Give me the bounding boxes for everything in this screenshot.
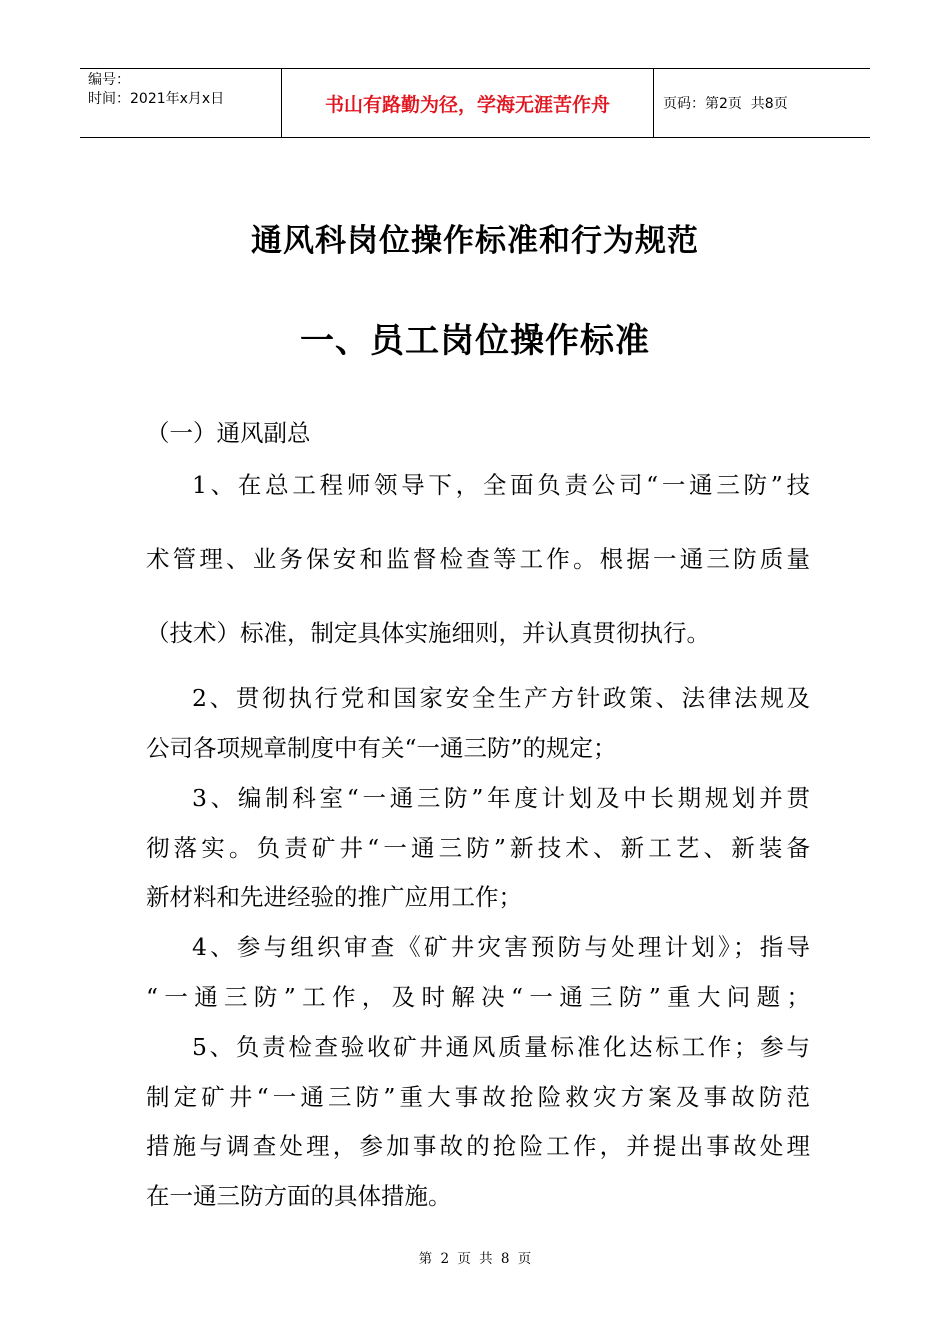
subsection-heading: （一）通风副总 [146, 419, 311, 447]
section-title: 一、员工岗位操作标准 [300, 321, 650, 361]
paragraph-line: 2、贯彻执行党和国家安全生产方针政策、法律法规及 [192, 684, 810, 712]
paragraph-line: 在一通三防方面的具体措施。 [146, 1182, 452, 1210]
paragraph-line: 1、在总工程师领导下，全面负责公司“一通三防”技 [192, 471, 810, 499]
serial-number-label: 编号： [88, 72, 130, 88]
paragraph-line: “一通三防”工作，及时解决“一通三防”重大问题； [146, 983, 810, 1011]
paragraph-line: 公司各项规章制度中有关“一通三防”的规定； [146, 734, 617, 762]
paragraph-line: 4、参与组织审查《矿井灾害预防与处理计划》；指导 [192, 933, 810, 961]
paragraph-line: 新材料和先进经验的推广应用工作； [146, 883, 522, 911]
page-footer: 第 2 页 共 8 页 [418, 1251, 532, 1267]
paragraph-line: 制定矿井“一通三防”重大事故抢险救灾方案及事故防范 [146, 1083, 810, 1111]
paragraph-line: 3、编制科室“一通三防”年度计划及中长期规划并贯 [192, 784, 810, 812]
page-info-text: 页码：第2页 共8页 [663, 96, 788, 112]
date-label: 时间：2021年x月x日 [88, 91, 225, 107]
paragraph-line: 措施与调查处理，参加事故的抢险工作，并提出事故处理 [146, 1132, 810, 1160]
motto-text: 书山有路勤为径，学海无涯苦作舟 [324, 93, 610, 116]
header-motto [282, 69, 654, 137]
header-meta [80, 69, 282, 137]
document-title: 通风科岗位操作标准和行为规范 [251, 223, 699, 259]
paragraph-line: （技术）标准，制定具体实施细则，并认真贯彻执行。 [146, 619, 710, 647]
paragraph-line: 彻落实。负责矿井“一通三防”新技术、新工艺、新装备 [146, 834, 810, 862]
header-page-info [654, 69, 870, 137]
page-header [80, 68, 870, 138]
paragraph-line: 术管理、业务保安和监督检查等工作。根据一通三防质量 [146, 545, 810, 573]
paragraph-line: 5、负责检查验收矿井通风质量标准化达标工作；参与 [192, 1033, 810, 1061]
